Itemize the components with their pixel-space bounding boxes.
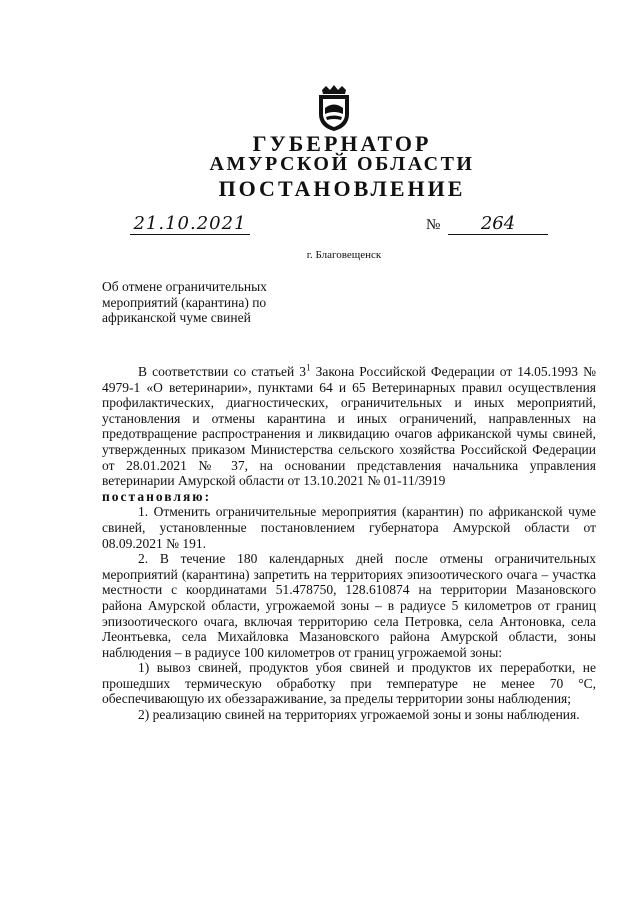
region-heading: АМУРСКОЙ ОБЛАСТИ	[209, 153, 475, 175]
paragraph-2-item-1: 1) вывоз свиней, продуктов убоя свиней и продуктов их переработки, не прошедших термическую обработку при температуре не менее 70 °С, обеспечивающую их обеззараживание, за пределы территории зоны наблюдения;	[102, 660, 596, 707]
document-body	[102, 364, 596, 723]
date-number-line	[0, 213, 640, 241]
preamble-text-a: В соответствии со статьей 3	[138, 364, 307, 379]
preamble-paragraph	[102, 364, 596, 489]
preamble-superscript: 1	[306, 362, 311, 373]
document-date: 21.10.2021	[130, 213, 250, 235]
city: г. Благовещенск	[306, 249, 382, 261]
paragraph-2: 2. В течение 180 календарных дней после отмены ограничительных мероприятий (карантина) запретить на территориях эпизоотического очага – участка местности с координатами 51.478750, 128.610874 на территории Мазановского района Амурской области, угрожаемой зоны – в радиусе 5 километров от границ эпизоотического очага, включая территорию села Петровка, села Антоновка, села Леонтьевка, села Михайловка Мазановского района Амурской области, зоны наблюдения – в радиусе 100 километров от границ угрожаемой зоны:	[102, 551, 596, 660]
decree-word: постановляю:	[102, 488, 212, 504]
document-subject: Об отмене ограничительных мероприятий (карантина) по африканской чуме свиней	[102, 279, 267, 325]
document-type-heading: ПОСТАНОВЛЕНИЕ	[218, 176, 466, 201]
paragraph-2-item-2: 2) реализацию свиней на территориях угрожаемой зоны и зоны наблюдения.	[138, 707, 580, 723]
document-number: 264	[448, 213, 548, 235]
preamble-text-b: Закона Российской Федерации от 14.05.1993 № 4979-1 «О ветеринарии», пунктами 64 и 65 Ветеринарных правил осуществления профилактических, диагностических, ограничительных и иных мероприятий, установления и отмены карантина и иных ограничений, направленных на предотвращение распространения и ликвидацию очагов африканской чумы свиней, утвержденных приказом Министерства сельского хозяйства Российской Федерации от 28.01.2021 № 37, на основании представления начальника управления ветеринарии Амурской области от 13.10.2021 № 01-11/3919	[102, 364, 597, 489]
paragraph-1: 1. Отменить ограничительные мероприятия (карантин) по африканской чуме свиней, установленные постановлением губернатора Амурской области от 08.09.2021 № 191.	[102, 504, 596, 551]
number-label: №	[426, 217, 441, 233]
coat-of-arms-emblem	[314, 84, 354, 132]
governor-heading: ГУБЕРНАТОР	[252, 131, 432, 156]
